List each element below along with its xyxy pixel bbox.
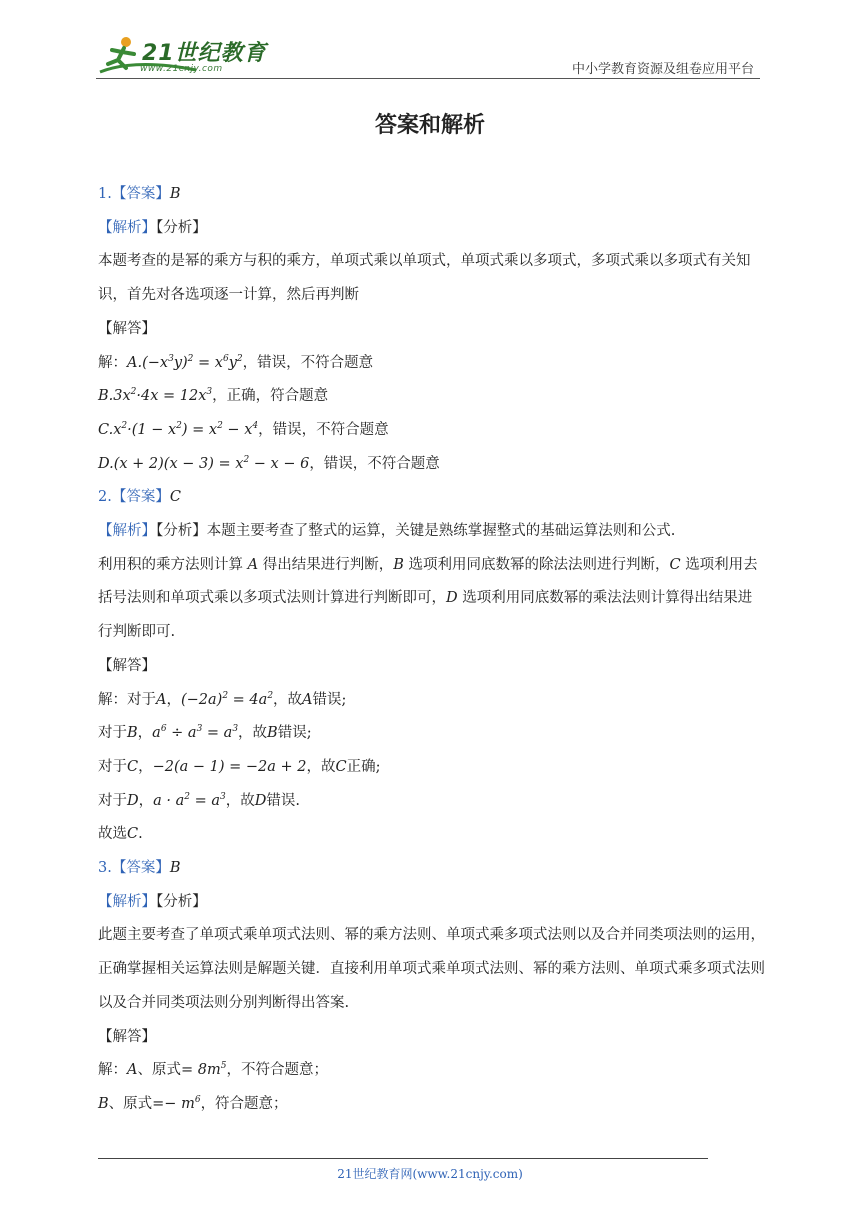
q2-b-letter: B — [127, 725, 138, 742]
q1-option-a — [98, 347, 766, 381]
logo-text: 21世纪教育 — [142, 41, 267, 66]
q2-answer-line — [98, 481, 766, 515]
q2-a-2: ，故 — [273, 691, 303, 708]
q1-option-d — [98, 448, 766, 482]
q2-d-1: 对于 — [98, 792, 127, 809]
q3-analysis-tags — [98, 886, 766, 920]
q1-a-prefix: 解： — [98, 354, 127, 371]
q2-number: 2. — [98, 489, 112, 506]
q3-fenxi-text: 此题主要考查了单项式乘单项式法则、幂的乘方法则、单项式乘多项式法则以及合并同类项法则的运用，正确掌握相关运算法则是解题关键．直接利用单项式乘单项式法则、幂的乘方法则、单项式乘多项式法则以及合并同类项法则分别判断得出答案. — [98, 927, 765, 1011]
q2-conclusion-1: 故选 — [98, 826, 127, 843]
q3-option-a — [98, 1054, 766, 1088]
q1-number: 1. — [98, 186, 112, 202]
header-platform-text: 中小学教育资源及组卷应用平台 — [571, 62, 754, 77]
q1-a-formula: $(-x^3y)^2 = x^6y^2$ — [142, 353, 243, 371]
q1-c-label: C. — [98, 421, 114, 438]
q1-d-formula: $(x + 2)(x - 3) = x^2 - x - 6$ — [113, 454, 310, 472]
q2-analysis-tag: 【解析】 — [98, 523, 156, 540]
footer-divider — [98, 1158, 708, 1159]
q1-b-suffix: ，正确，符合题意 — [212, 388, 329, 405]
q1-option-b — [98, 380, 766, 414]
q3-b-letter: B — [98, 1095, 109, 1112]
q2-c-2: ，故 — [306, 758, 336, 775]
q2-b-1: 对于 — [98, 725, 127, 742]
q3-b-formula: =− $m^6$ — [152, 1095, 201, 1112]
q2-a-3: 错误; — [312, 691, 347, 708]
q3-b-3: ，符合题意； — [200, 1095, 288, 1112]
q3-a-2: 、原式 — [137, 1062, 181, 1079]
q1-c-formula: $x^2\cdot(1 - x^2) = x^2 - x^4$ — [113, 421, 259, 438]
q2-analysis-line — [98, 515, 766, 549]
q2-conclusion — [98, 818, 766, 852]
q1-analysis-tag: 【解析】 — [98, 219, 156, 236]
q1-answer-line — [98, 178, 766, 212]
q2-c-1: 对于 — [98, 758, 127, 775]
q3-answer-line — [98, 852, 766, 886]
page-title: 答案和解析 — [374, 112, 485, 138]
q1-analysis-tags — [98, 212, 766, 246]
q2-conclusion-letter: C — [127, 826, 139, 843]
q1-jieda-tag: 【解答】 — [98, 320, 156, 337]
q2-b-letter2: B — [267, 725, 278, 742]
page-header — [0, 0, 860, 90]
header-divider — [96, 78, 760, 79]
q2-b-formula: $a^6 \div a^3 = a^3$ — [152, 724, 239, 742]
q2-fenxi-text: 本题主要考查了整式的运算，关键是熟练掌握整式的基础运算法则和公式. — [206, 523, 676, 540]
q2-para-5: 选项利用同底数幂的乘法法则计算得出结果进行判断即可. — [98, 590, 753, 641]
q2-c-3: 正确; — [346, 758, 381, 775]
q2-letter-c: C — [669, 556, 681, 573]
q2-para-1: 利用积的乘方法则计算 — [98, 556, 243, 573]
q2-fenxi-tag: 【分析】 — [156, 523, 207, 540]
q2-d-letter2: D — [254, 792, 267, 809]
q3-number: 3. — [98, 860, 112, 877]
q1-answer: B — [169, 186, 181, 202]
q2-d-2: ，故 — [225, 792, 255, 809]
q2-d-3: 错误. — [266, 792, 300, 809]
q3-a-letter: A — [127, 1062, 138, 1079]
q2-letter-a: A — [247, 556, 259, 573]
q2-para-3: 选项利用同底数幂的除法法则进行判断， — [408, 556, 670, 573]
q2-c-letter2: C — [335, 758, 347, 775]
q3-a-3: ，不符合题意； — [226, 1062, 328, 1079]
q2-c-formula: −2(a − 1) = −2a + 2 — [152, 758, 307, 775]
q2-method-paragraph — [98, 549, 766, 650]
q3-answer: B — [169, 860, 181, 877]
q2-jieda-tag: 【解答】 — [98, 657, 156, 674]
q2-option-a: 解：对于A，$(-2a)^2 = 4a^2$，故A错误; — [98, 690, 347, 708]
q2-option-b: 对于B，$a^6 \div a^3 = a^3$，故B错误; — [98, 724, 312, 742]
q3-jieda-tag: 【解答】 — [98, 1028, 156, 1045]
q1-answer-tag: 【答案】 — [111, 186, 170, 202]
q2-option-c: 对于C，−2(a − 1) = −2a + 2，故C正确; — [98, 758, 381, 775]
q1-option-c — [98, 414, 766, 448]
q2-para-2: 得出结果进行判断， — [262, 556, 394, 573]
q1-a-label: A. — [127, 354, 143, 371]
q3-fenxi-tag: 【分析】 — [156, 893, 207, 910]
q2-b-2: ，故 — [238, 725, 268, 742]
q1-b-formula: $3x^2\cdot 4x = 12x^3$ — [113, 387, 213, 405]
footer-text: 21世纪教育网(www.21cnjy.com) — [337, 1167, 523, 1181]
q2-b-3: 错误; — [277, 725, 312, 742]
q2-letter-d: D — [446, 590, 458, 607]
q1-fenxi-text: 本题考查的是幂的乘方与积的乘方，单项式乘以单项式，单项式乘以多项式，多项式乘以多项式有关知识，首先对各选项逐一计算，然后再判断 — [98, 253, 751, 304]
q3-answer-tag: 【答案】 — [111, 860, 170, 877]
q3-a-1: 解： — [98, 1062, 127, 1079]
q2-a-letter: A — [156, 691, 167, 708]
q2-answer: C — [169, 489, 181, 506]
q2-para-4: 选项利用去括号法则和单项式乘以多项式法则计算进行判断即可， — [98, 556, 758, 607]
q2-d-formula: $a \cdot a^2 = a^3$ — [153, 791, 226, 809]
q2-answer-tag: 【答案】 — [111, 489, 170, 506]
q1-d-label: D. — [98, 455, 114, 472]
q2-c-letter: C — [127, 758, 139, 775]
q2-conclusion-2: . — [138, 826, 143, 843]
q3-a-formula: = $8m^5$ — [180, 1061, 227, 1079]
q2-option-d: 对于D，$a \cdot a^2 = a^3$，故D错误. — [98, 791, 300, 809]
q1-d-suffix: ，错误，不符合题意 — [309, 455, 440, 472]
q2-a-formula: $(-2a)^2 = 4a^2$ — [180, 690, 274, 708]
logo-url: www.21cnjy.com — [140, 64, 223, 74]
q2-a-1: 解：对于 — [98, 691, 156, 708]
q2-d-letter: D — [127, 792, 139, 809]
q1-fenxi-tag: 【分析】 — [156, 219, 207, 236]
q2-letter-b: B — [393, 556, 404, 573]
q3-analysis-tag: 【解析】 — [98, 893, 156, 910]
q1-a-suffix: ，错误，不符合题意 — [242, 354, 374, 371]
q1-c-suffix: ，错误，不符合题意 — [258, 421, 389, 438]
q2-a-letter2: A — [302, 691, 313, 708]
q3-b-2: 、原式 — [108, 1095, 153, 1112]
answer-content — [98, 178, 766, 1122]
q3-option-b — [98, 1088, 766, 1122]
q1-b-label: B. — [98, 388, 114, 405]
